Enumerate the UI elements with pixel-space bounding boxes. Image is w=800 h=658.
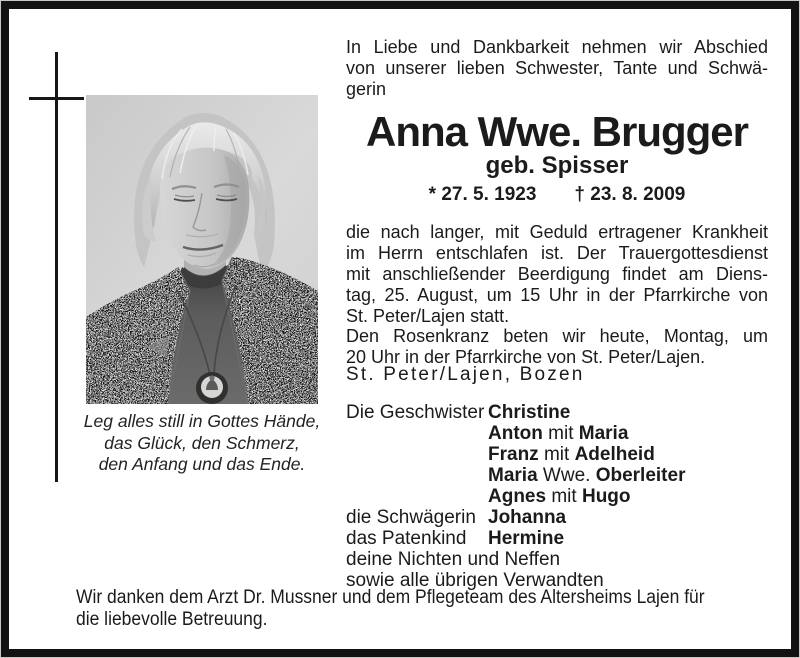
text-line: die nach langer, mit Geduld ertragener Krankheit [346,222,768,242]
text-line: St. Peter/Lajen statt. [346,306,510,326]
intro-paragraph [346,37,768,100]
maiden-name: geb. Spisser [485,152,629,179]
text-line: gerin [346,79,387,99]
family-list [346,402,768,591]
family-row-names: Hermine [488,528,565,549]
birth-date: * 27. 5. 1923 [428,184,537,205]
family-row-label: das Patenkind [346,528,467,549]
life-dates [346,184,768,206]
place-dateline: St. Peter/Lajen, Bozen [346,364,585,385]
family-row [346,402,768,423]
family-row [346,528,768,549]
text-line: Den Rosenkranz beten wir heute, Montag, um [346,326,768,346]
family-row-label: sowie alle übrigen Verwandten [346,570,604,591]
text-line: tag, 25. August, um 15 Uhr in der Pfarrkirche von [346,285,768,305]
family-row-label: Die Geschwister [346,402,485,423]
portrait-photo [86,95,318,404]
memorial-quote [58,411,346,476]
deceased-name: Anna Wwe. Brugger [365,108,749,155]
family-row [346,507,768,528]
text-line: Leg alles still in Gottes Hände, [83,411,321,431]
text-line: im Herrn entschlafen ist. Der Trauergottesdienst [346,243,768,263]
family-row [346,549,768,570]
text-line: das Glück, den Schmerz, [104,432,300,453]
family-row-names: Maria Wwe. Oberleiter [488,465,686,486]
text-line: Wir danken dem Arzt Dr. Mussner und dem Pflegeteam des Altersheims Lajen für [76,587,705,608]
funeral-paragraph [346,222,768,327]
portrait-photo-image [86,95,318,404]
text-line: die liebevolle Betreuung. [76,608,268,630]
family-row-names: Franz mit Adelheid [488,444,655,465]
text-line: den Anfang und das Ende. [98,454,306,474]
family-row-names: Anton mit Maria [488,423,629,444]
family-row [346,465,768,486]
family-row [346,423,768,444]
death-date: † 23. 8. 2009 [574,184,686,205]
family-row-names: Johanna [488,507,567,528]
text-line: 20 Uhr in der Pfarrkirche von St. Peter/Lajen. [346,347,706,367]
family-row [346,486,768,507]
family-row-names: Christine [488,402,571,423]
family-row-label: die Schwägerin [346,507,476,528]
thanks-paragraph [76,587,775,630]
family-row-names: Agnes mit Hugo [488,486,631,507]
family-row [346,444,768,465]
cross-horizontal-bar [29,97,84,100]
rosary-paragraph [346,326,768,368]
family-row-label: deine Nichten und Neffen [346,549,561,570]
text-line: von unserer lieben Schwester, Tante und Schwä- [346,58,768,78]
text-line: mit anschließender Beerdigung findet am Diens- [346,264,768,284]
text-line: In Liebe und Dankbarkeit nehmen wir Abschied [346,37,768,57]
